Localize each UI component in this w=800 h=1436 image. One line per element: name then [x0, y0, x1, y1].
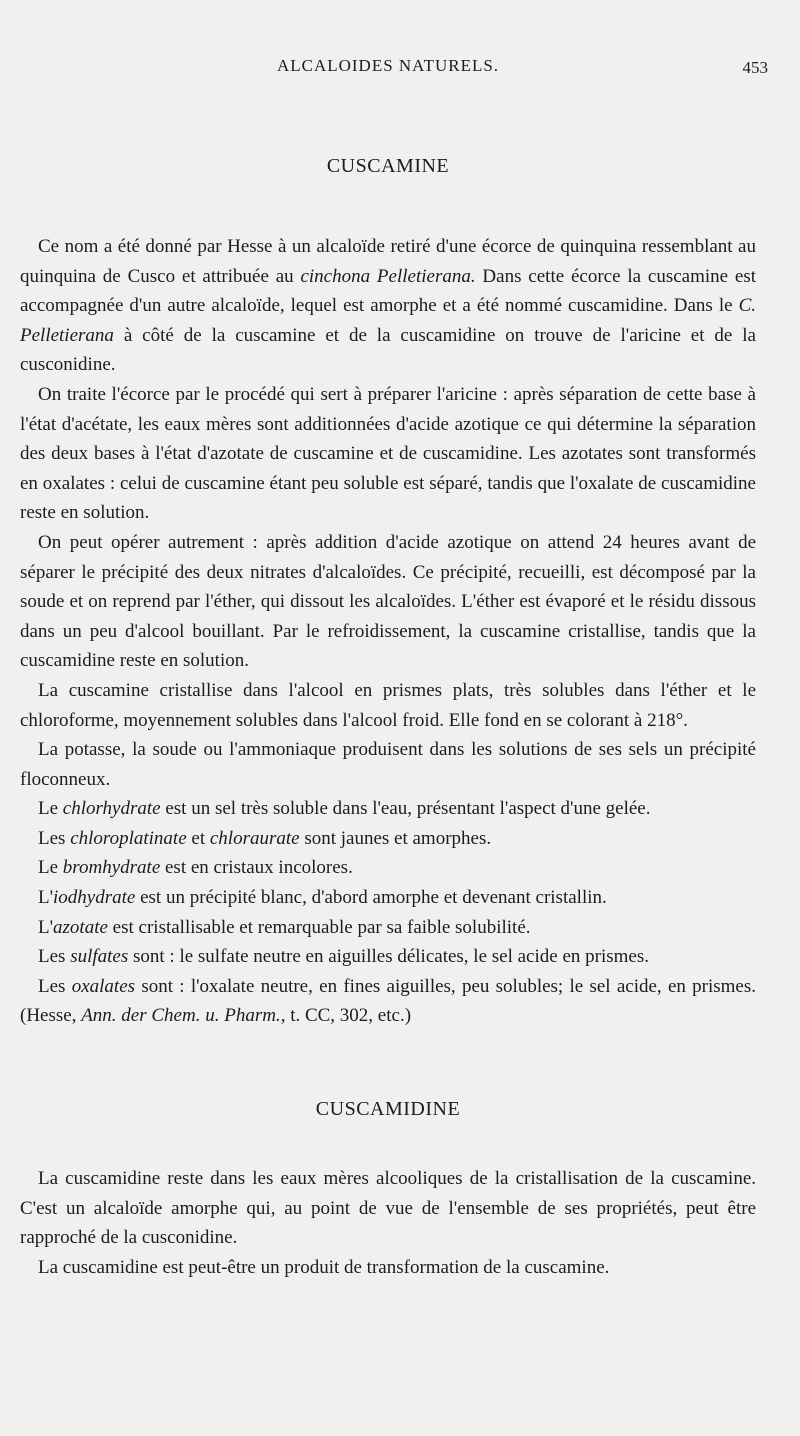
- section-body-cuscamidine: [20, 1164, 756, 1282]
- running-title: ALCALOIDES NATURELS.: [276, 56, 500, 75]
- paragraph: La cuscamidine est peut-être un produit de transformation de la cuscamine.: [38, 1256, 610, 1278]
- italic-term: oxalates: [71, 975, 136, 997]
- paragraph: Ce nom a été donné par Hesse à un alcaloïde retiré d'une écorce de quinquina ressemblant au quinquina de Cusco et attribuée au cinchona Pelletierana. Dans cette écorce la cuscamine est accompagnée d'un autre alcaloïde, lequel est amorphe et a été nommé cuscamidine. Dans le C. Pelletierana à côté de la cuscamine et de la cuscamidine on trouve de l'aricine et de la cusconidine.: [20, 236, 757, 376]
- italic-term: sulfates: [70, 946, 129, 968]
- italic-term: chloroplatinate: [70, 827, 187, 849]
- italic-term: C. Pelletierana: [20, 295, 756, 346]
- paragraph: On traite l'écorce par le procédé qui sert à préparer l'aricine : après séparation de cette base à l'état d'acétate, les eaux mères sont additionnées d'acide azotique ce qui détermine la séparation des deux bases à l'état d'azotate de cuscamine et de cuscamidine. Les azotates sont transformés en oxalates : celui de cuscamine étant peu soluble est séparé, tandis que l'oxalate de cuscamidine reste en solution.: [20, 383, 756, 524]
- paragraph: Le bromhydrate est en cristaux incolores.: [38, 857, 353, 879]
- italic-term: bromhydrate: [62, 857, 161, 879]
- section-title-cuscamine: CUSCAMINE: [326, 155, 450, 177]
- page-number: 453: [742, 58, 768, 77]
- paragraph: L'iodhydrate est un précipité blanc, d'abord amorphe et devenant cristallin.: [38, 887, 607, 909]
- paragraph: La potasse, la soude ou l'ammoniaque produisent dans les solutions de ses sels un précipité floconneux.: [20, 739, 756, 790]
- paragraph: Les oxalates sont : l'oxalate neutre, en fines aiguilles, peu solubles; le sel acide, en prismes. (Hesse, Ann. der Chem. u. Pharm., t. CC, 302, etc.): [20, 975, 757, 1027]
- paragraph: On peut opérer autrement : après addition d'acide azotique on attend 24 heures avant de séparer le précipité des deux nitrates d'alcaloïdes. Ce précipité, recueilli, est décomposé par la soude et on reprend par l'éther, qui dissout les alcaloïdes. L'éther est évaporé et le résidu dissous dans un peu d'alcool bouillant. Par le refroidissement, la cuscamine cristallise, tandis que la cuscamidine reste en solution.: [20, 531, 756, 672]
- section-title-cuscamidine: CUSCAMIDINE: [315, 1098, 461, 1120]
- italic-term: chlorhydrate: [62, 798, 161, 820]
- italic-term: chloraurate: [209, 827, 300, 849]
- running-head: [20, 56, 768, 84]
- paragraph: L'azotate est cristallisable et remarquable par sa faible solubilité.: [38, 916, 531, 938]
- italic-term: iodhydrate: [53, 887, 136, 909]
- paragraph: Les chloroplatinate et chloraurate sont jaunes et amorphes.: [38, 827, 492, 849]
- paragraph: La cuscamidine reste dans les eaux mères alcooliques de la cristallisation de la cuscamine. C'est un alcaloïde amorphe qui, au point de vue de l'ensemble de ses propriétés, peut être rapproché de la cusconidine.: [20, 1168, 756, 1249]
- italic-term: azotate: [53, 916, 108, 938]
- paragraph: Les sulfates sont : le sulfate neutre en aiguilles délicates, le sel acide en prismes.: [38, 946, 649, 968]
- book-page: [20, 0, 768, 1436]
- paragraph: Le chlorhydrate est un sel très soluble dans l'eau, présentant l'aspect d'une gelée.: [38, 798, 651, 820]
- italic-term: Ann. der Chem. u. Pharm.: [81, 1005, 281, 1027]
- section-body-cuscamine: [20, 232, 756, 1031]
- paragraph: La cuscamine cristallise dans l'alcool en prismes plats, très solubles dans l'éther et le chloroforme, moyennement solubles dans l'alcool froid. Elle fond en se colorant à 218°.: [20, 679, 756, 731]
- italic-term: cinchona Pelletierana.: [300, 265, 476, 287]
